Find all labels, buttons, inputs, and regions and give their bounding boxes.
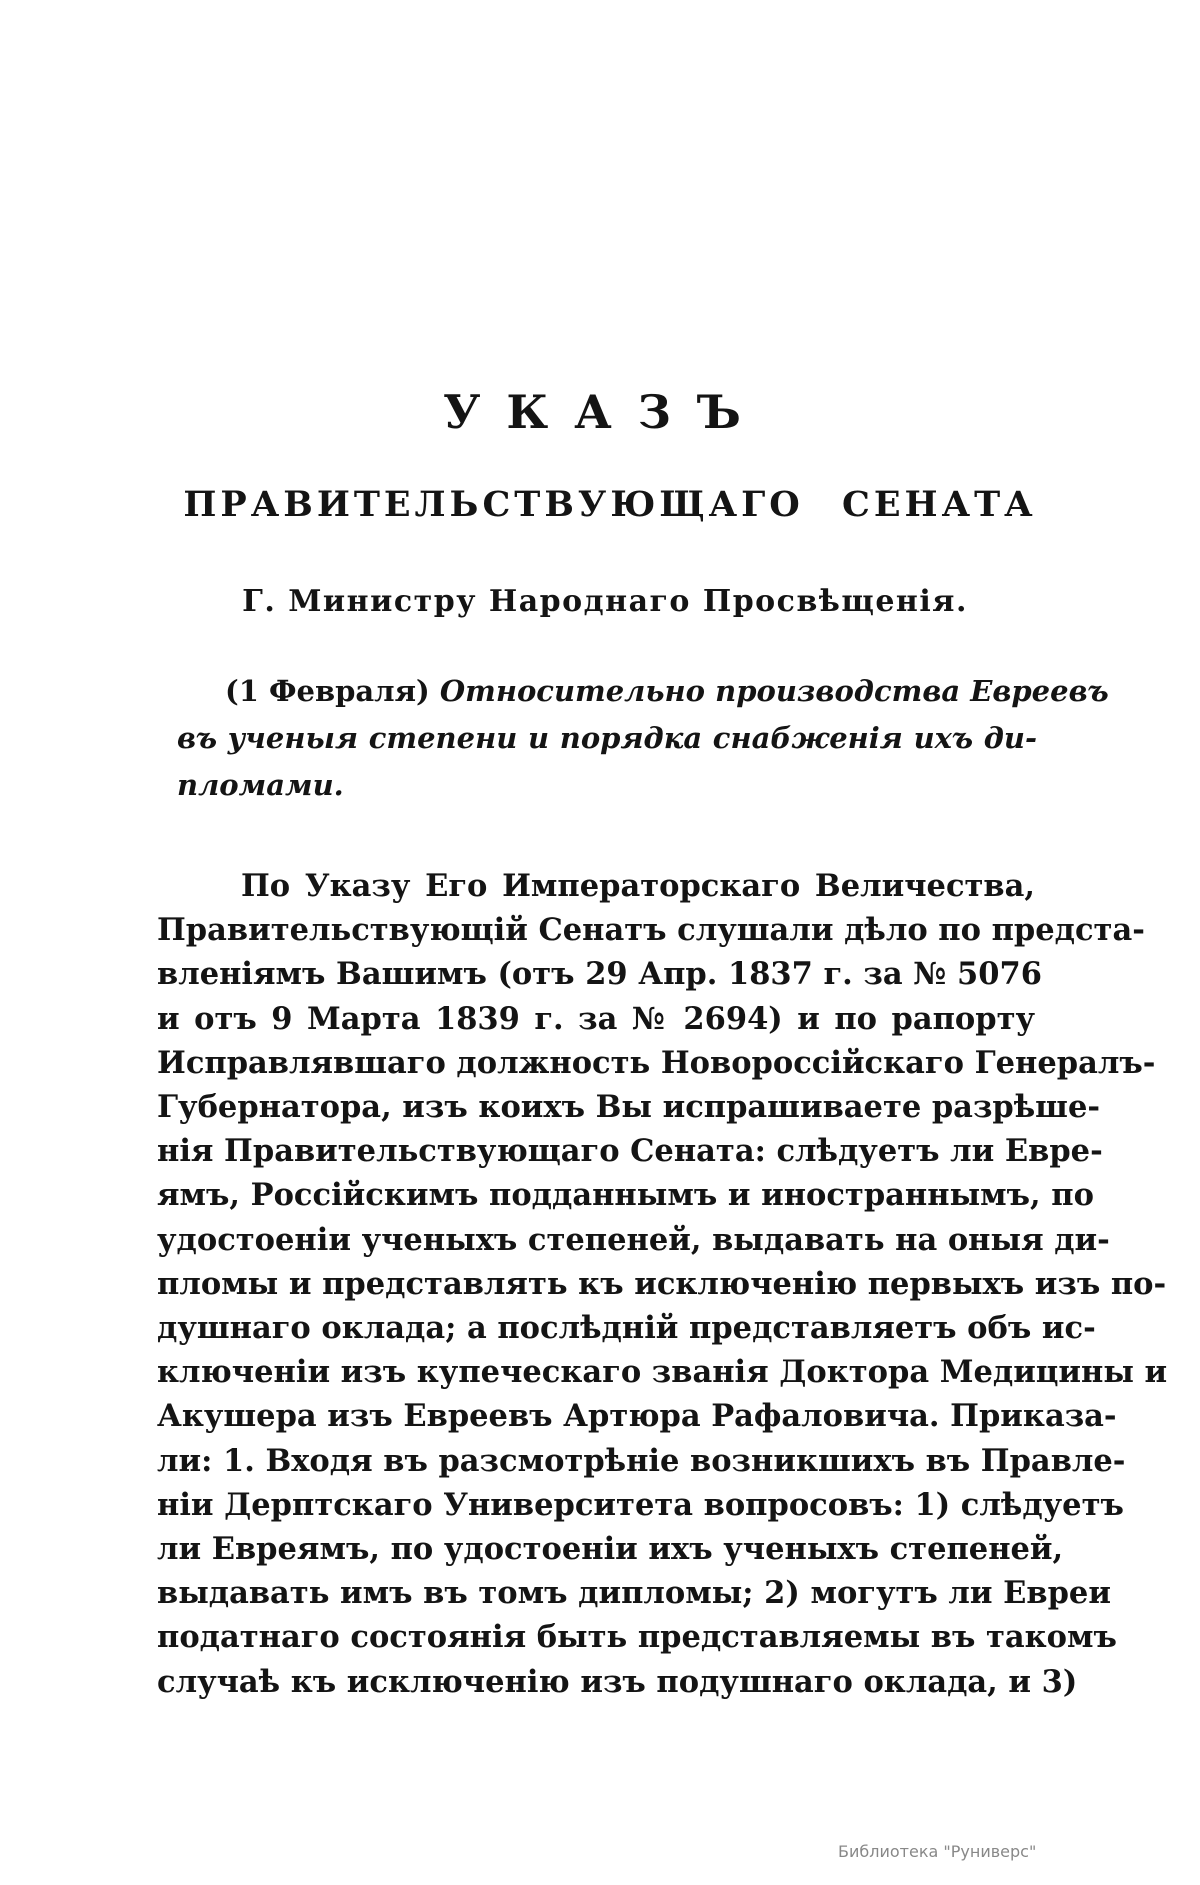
body-line: Правительствующій Сенатъ слушали дѣло по предста- [157,912,1145,949]
summary-line: пломами. [177,768,344,802]
body-line: ніи Дерптскаго Университета вопросовъ: 1) слѣдуетъ [157,1486,1124,1523]
body-line: нія Правительствующаго Сената: слѣдуетъ ли Евре- [157,1133,1103,1170]
body-line: вленіямъ Вашимъ (отъ 29 Апр. 1837 г. за № 5076 [157,956,1042,993]
body-line: случаѣ къ исключенію изъ подушнаго оклада, и 3) [157,1663,1078,1700]
body-line: ли: 1. Входя въ разсмотрѣніе возникшихъ въ Правле- [157,1442,1126,1479]
summary-line [177,668,1109,715]
body-line: ямъ, Россійскимъ подданнымъ и иностраннымъ, по [157,1177,1094,1214]
body-line: пломы и представлять къ исключенію первыхъ изъ по- [157,1265,1167,1302]
summary-paragraph [177,668,1109,809]
body-paragraph [157,864,1168,1704]
body-line: ли Евреямъ, по удостоеніи ихъ ученыхъ степеней, [157,1531,1064,1568]
body-line: выдавать имъ въ томъ дипломы; 2) могутъ ли Евреи [157,1575,1111,1612]
summary-line: въ ученыя степени и порядка снабженія ихъ ди- [177,721,1037,755]
addressee-line: Г. Министру Народнаго Просвѣщенія. [242,584,968,619]
summary-text: Относительно производства Евреевъ [429,674,1109,708]
body-line: и отъ 9 Марта 1839 г. за № 2694) и по рапорту [157,1000,1035,1037]
library-watermark: Библиотека "Руниверс" [838,1842,1037,1861]
body-line: Акушера изъ Евреевъ Артюра Рафаловича. Приказа- [157,1398,1117,1435]
body-line: удостоеніи ученыхъ степеней, выдавать на оныя ди- [157,1221,1110,1258]
body-line: податнаго состоянія быть представляемы въ такомъ [157,1619,1117,1656]
document-title: УКАЗЪ [443,385,767,439]
body-line: душнаго оклада; а послѣдній представляетъ объ ис- [157,1310,1096,1347]
body-line: Губернатора, изъ коихъ Вы испрашиваете разрѣше- [157,1089,1101,1126]
summary-date: (1 Февраля) [225,674,430,708]
body-line: По Указу Его Императорскаго Величества, [241,868,1035,904]
document-subtitle: ПРАВИТЕЛЬСТВУЮЩАГО СЕНАТА [183,484,1037,525]
body-line: ключеніи изъ купеческаго званія Доктора Медицины и [157,1354,1168,1391]
body-line: Исправлявшаго должность Новороссійскаго Генералъ- [157,1044,1156,1081]
